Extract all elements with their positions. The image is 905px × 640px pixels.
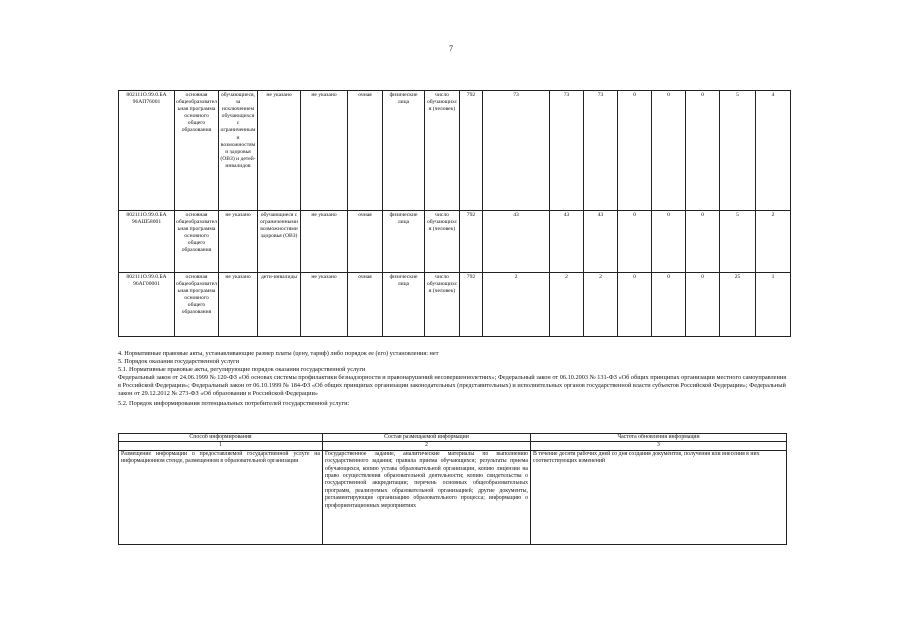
laws-text: Федеральный закон от 24.06.1999 № 120-ФЗ «Об основах системы профилактики безнадзорности и правонарушений несовершеннолетних»; Федеральный закон от 06.10.2003 № 131-ФЗ «Об общих принципах организации местного самоуправления в Российской Федерации»; Федеральный закон от 06.10.1999 № 184-ФЗ «Об общих принципах организации законодательных (представительных) и исполнительных органов государственной власти субъектов Российской Федерации»; Федеральный закон от 29.12.2012 № 273-ФЗ «Об образовании в Российской Федерации» [118,374,787,397]
value-cell: 2 [483,273,550,337]
service-volume-table [118,90,791,337]
value-cell: 43 [483,211,550,273]
value-cell: 0 [652,91,686,211]
header-content: Состав размещаемой информации [323,434,531,442]
legal-text-block [118,350,790,408]
indicator-cell: число обучающихся (человек) [425,211,460,273]
table-row [119,273,791,337]
section-5-1-heading: 5.1. Нормативные правовые акты, регулирующие порядок оказания государственной услуги [118,366,366,373]
value-cell: 2 [550,273,584,337]
program-cell: основная общеобразовательная программа основного общего образования [175,273,219,337]
category-cell: физические лица [383,91,425,211]
indicator-cell: число обучающихся (человек) [425,91,460,211]
info-content-cell: Государственное задание, аналитические материалы по выполнению государственного задания; правила приема обучающихся; результаты приема обучающихся, копию устава образовательной организации, копию лицензии на право осуществления образовательной деятельности; копию свидетельства о государственной аккредитации; перечень основных общеобразовательных программ, реализуемых образовательной организацией; другие документы, регламентирующие организацию образовательного процесса; информацию о профориентационных мероприятиях [323,450,531,544]
value-cell: 5 [720,91,756,211]
okei-cell: 792 [460,91,483,211]
students-cell: обучающиеся, за исключением обучающихся с ограниченными возможностями здоровья (ОВЗ) и детей-инвалидов [219,91,258,211]
students-cell: не указано [219,211,258,273]
param-cell: не указано [301,273,348,337]
okei-cell: 792 [460,211,483,273]
registry-code: 802111О.99.0.БА 96АГ00001 [119,273,175,337]
section-4-text: 4. Нормативные правовые акты, устанавливающие размер платы (цену, тариф) либо порядок ее (его) установления: нет [118,350,439,357]
value-cell: 0 [686,91,720,211]
page-number: 7 [449,44,453,53]
value-cell: 73 [483,91,550,211]
header-method: Способ информирования [119,434,323,442]
students-cell: не указано [219,273,258,337]
info-method-cell: Размещение информации о предоставляемой государственной услуге на информационном стенде, размещенном в образовательной организации [119,450,323,544]
form-cell: очная [348,273,383,337]
column-number: 1 [119,442,323,450]
value-cell: 25 [720,273,756,337]
param-cell: обучающиеся с ограниченными возможностями здоровья (ОВЗ) [258,211,301,273]
form-cell: очная [348,211,383,273]
value-cell: 0 [686,211,720,273]
header-frequency: Частота обновления информации [531,434,787,442]
info-frequency-cell: В течение десяти рабочих дней со дня создания документов, получения или внесения в них соответствующих изменений [531,450,787,544]
value-cell: 1 [756,273,791,337]
param-cell: не указано [301,91,348,211]
program-cell: основная общеобразовательная программа основного общего образования [175,91,219,211]
column-number: 2 [323,442,531,450]
value-cell: 2 [584,273,618,337]
info-table-numbers [119,442,787,450]
param-cell: не указано [258,91,301,211]
value-cell: 0 [618,211,652,273]
category-cell: физические лица [383,273,425,337]
value-cell: 0 [686,273,720,337]
section-5-heading: 5. Порядок оказания государственной услуги [118,358,240,365]
info-table-header [119,434,787,442]
value-cell: 0 [652,211,686,273]
value-cell: 4 [756,91,791,211]
table-row [119,91,791,211]
registry-code: 802111О.99.0.БА 96АШ58001 [119,211,175,273]
value-cell: 2 [756,211,791,273]
param-cell: не указано [301,211,348,273]
value-cell: 43 [550,211,584,273]
category-cell: физические лица [383,211,425,273]
column-number: 3 [531,442,787,450]
table-row [119,450,787,544]
value-cell: 0 [618,273,652,337]
value-cell: 73 [584,91,618,211]
table-row [119,211,791,273]
param-cell: дети-инвалиды [258,273,301,337]
info-table [118,433,787,545]
indicator-cell: число обучающихся (человек) [425,273,460,337]
value-cell: 5 [720,211,756,273]
section-5-2-heading: 5.2. Порядок информирования потенциальных потребителей государственной услуги: [118,400,350,407]
form-cell: очная [348,91,383,211]
value-cell: 43 [584,211,618,273]
value-cell: 0 [618,91,652,211]
value-cell: 73 [550,91,584,211]
registry-code: 802111О.99.0.БА 96АП76001 [119,91,175,211]
okei-cell: 792 [460,273,483,337]
value-cell: 0 [652,273,686,337]
program-cell: основная общеобразовательная программа основного общего образования [175,211,219,273]
